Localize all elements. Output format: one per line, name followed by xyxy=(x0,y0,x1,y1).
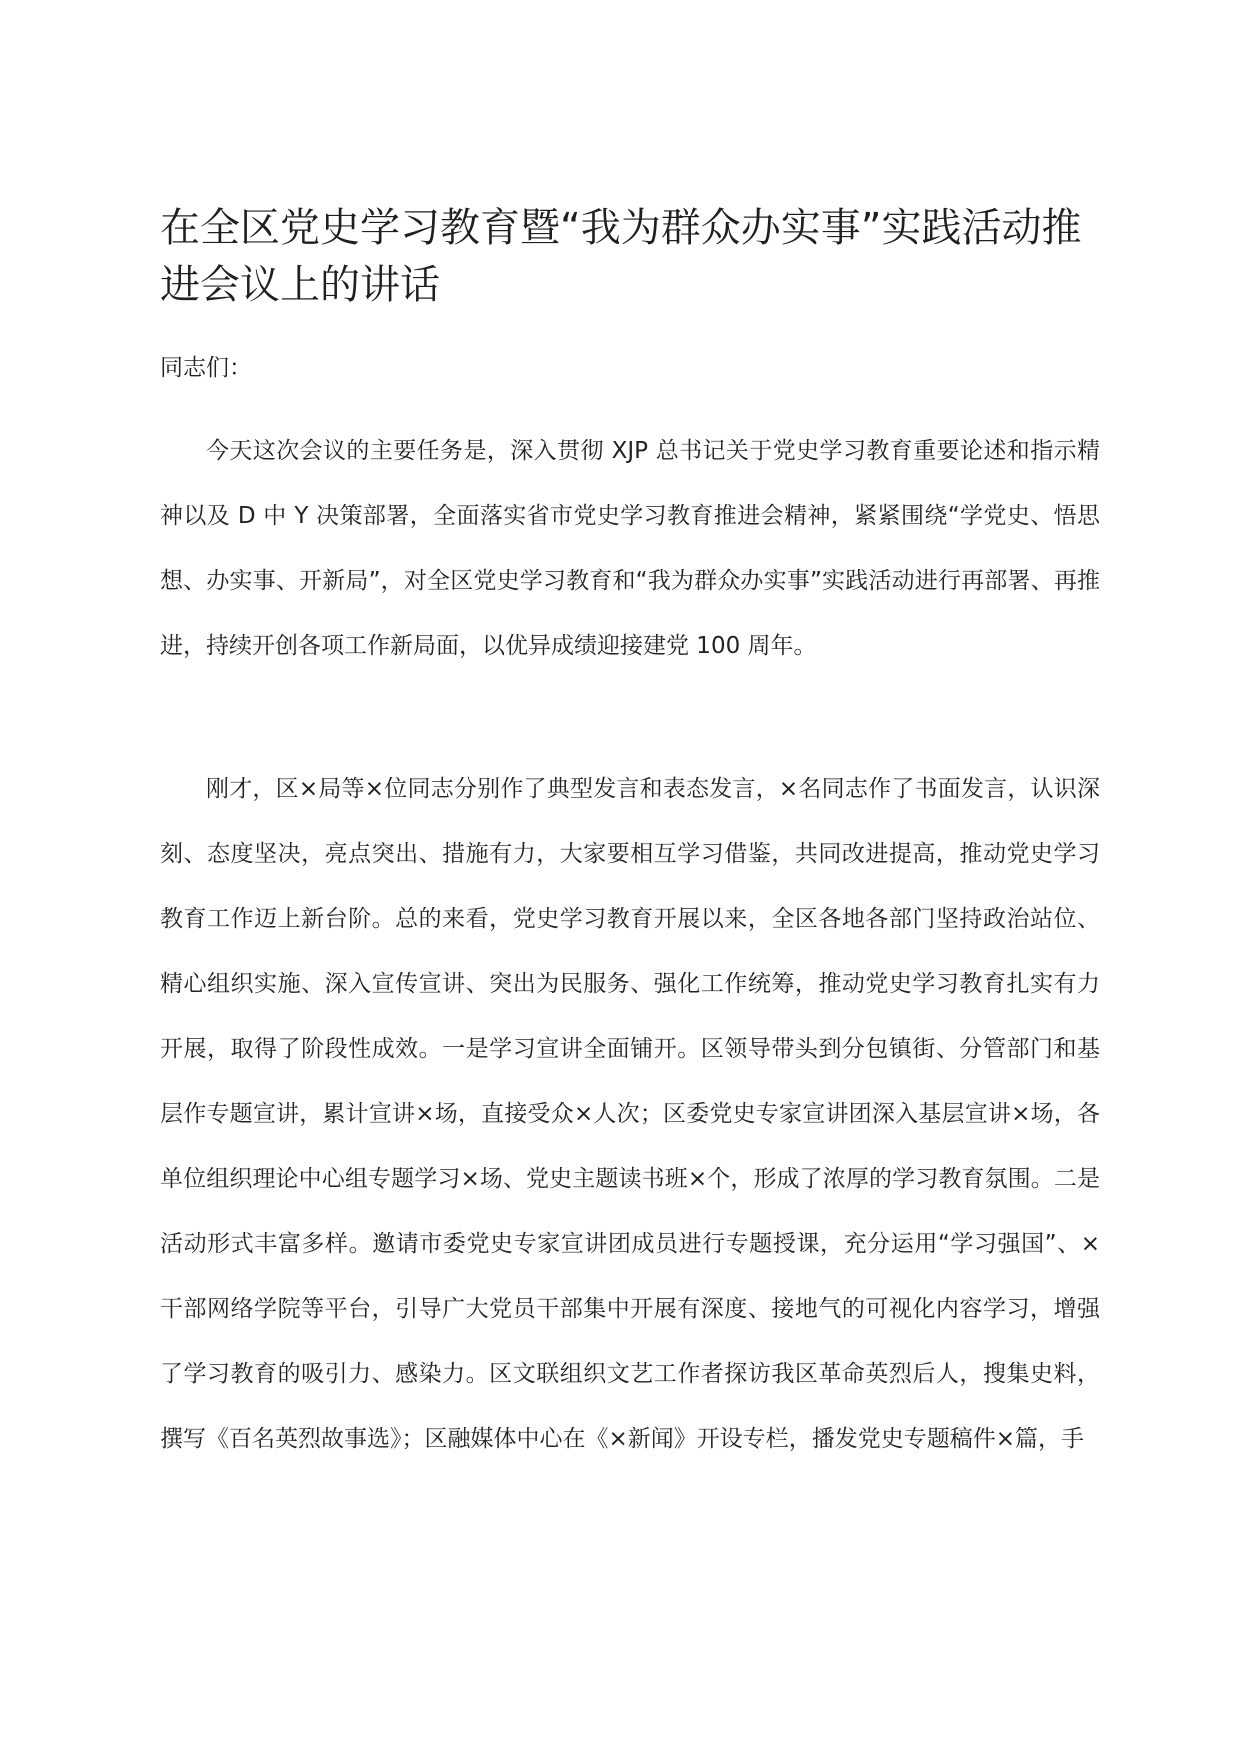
body-paragraph-1: 今天这次会议的主要任务是，深入贯彻 XJP 总书记关于党史学习教育重要论述和指示精神以及 D 中 Y 决策部署，全面落实省市党史学习教育推进会精神，紧紧围绕“学党史、悟思想、办实事、开新局”，对全区党史学习教育和“我为群众办实事”实践活动进行再部署、再推进，持续开创各项工作新局面，以优异成绩迎接建党 100 周年。 xyxy=(160,438,1100,659)
body-paragraph-2: 刚才，区×局等×位同志分别作了典型发言和表态发言，×名同志作了书面发言，认识深刻、态度坚决，亮点突出、措施有力，大家要相互学习借鉴，共同改进提高，推动党史学习教育工作迈上新台阶。总的来看，党史学习教育开展以来，全区各地各部门坚持政治站位、精心组织实施、深入宣传宣讲、突出为民服务、强化工作统筹，推动党史学习教育扎实有力开展，取得了阶段性成效。一是学习宣讲全面铺开。区领导带头到分包镇街、分管部门和基层作专题宣讲，累计宣讲×场，直接受众×人次；区委党史专家宣讲团深入基层宣讲×场，各单位组织理论中心组专题学习×场、党史主题读书班×个，形成了浓厚的学习教育氛围。二是活动形式丰富多样。邀请市委党史专家宣讲团成员进行专题授课，充分运用“学习强国”、×干部网络学院等平台，引导广大党员干部集中开展有深度、接地气的可视化内容学习，增强了学习教育的吸引力、感染力。区文联组织文艺工作者探访我区革命英烈后人，搜集史料，撰写《百名英烈故事选》；区融媒体中心在《×新闻》开设专栏，播发党史专题稿件×篇，手 xyxy=(160,776,1100,1452)
document-title: 在全区党史学习教育暨“我为群众办实事”实践活动推进会议上的讲话 xyxy=(160,205,1082,308)
salutation: 同志们： xyxy=(160,355,252,381)
